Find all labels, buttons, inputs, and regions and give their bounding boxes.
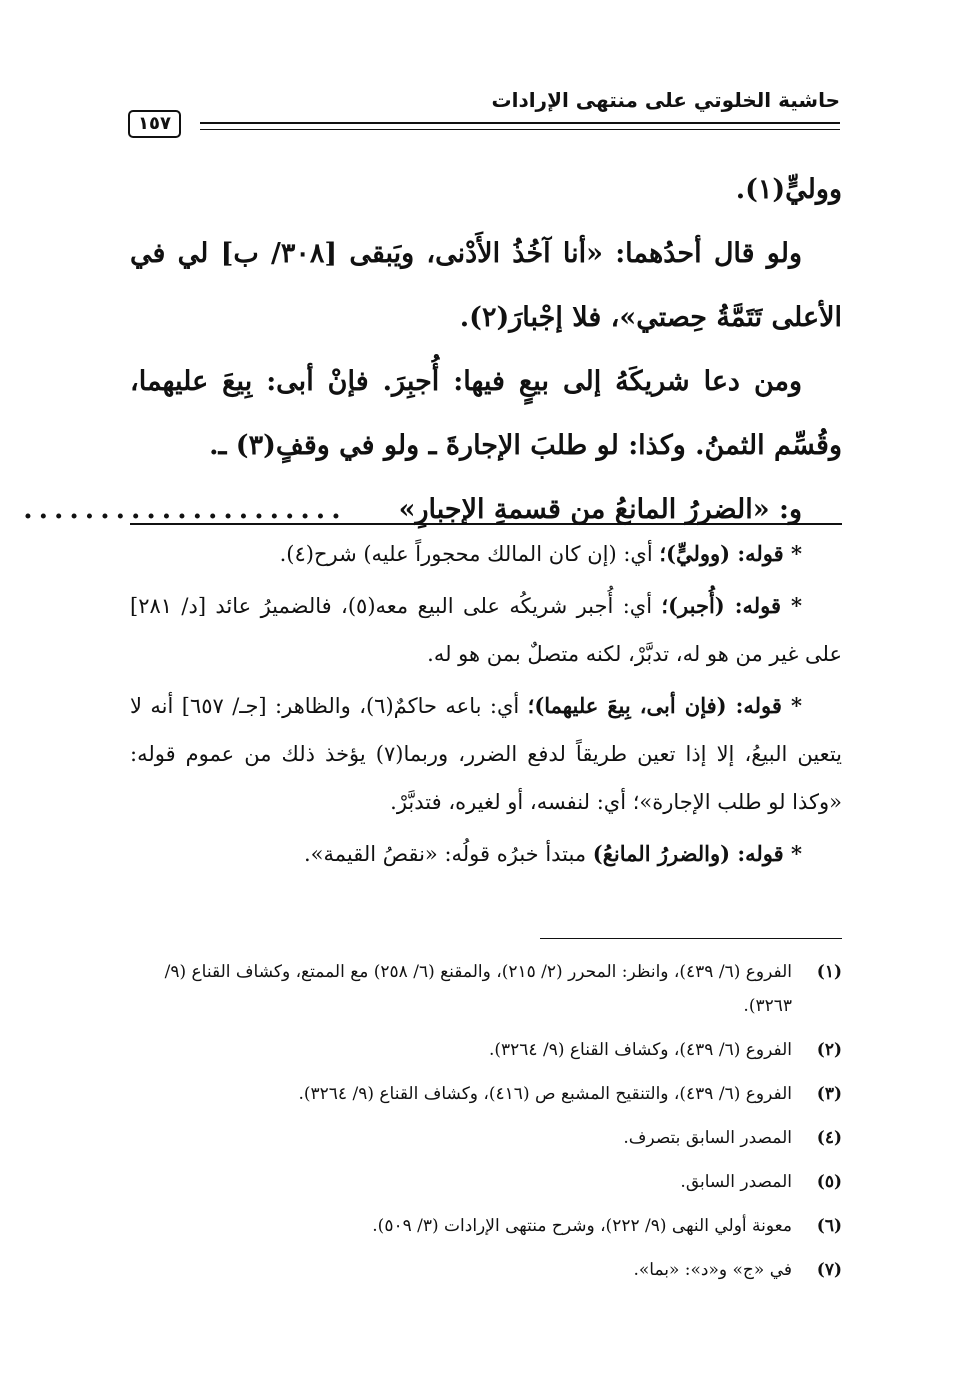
commentary-paragraph xyxy=(130,582,842,678)
footnote-text: المصدر السابق بتصرف. xyxy=(623,1128,792,1148)
page-number: ١٥٧ xyxy=(128,110,181,138)
leader-dots: ..................... xyxy=(23,494,347,525)
footnote-item xyxy=(130,1077,842,1111)
footnote-number: (١) xyxy=(816,962,842,982)
footnote-number: (٣) xyxy=(816,1084,842,1104)
commentary-lemma: * قوله: (فإن أبى، بِيعَ عليهما)؛ xyxy=(527,693,802,718)
footnote-text: في «ج» و«د»: «بما». xyxy=(633,1260,792,1280)
footnote-item xyxy=(130,1033,842,1067)
footnote-number: (٦) xyxy=(816,1216,842,1236)
footnote-text: معونة أولي النهى (٩/ ٢٢٢)، وشرح منتهى الإرادات (٣/ ٥٠٩). xyxy=(372,1216,792,1236)
footnote-item xyxy=(130,1121,842,1155)
main-text xyxy=(23,158,842,542)
footnote-separator xyxy=(540,938,842,939)
footnote-text: الفروع (٦/ ٤٣٩)، وكشاف القناع (٩/ ٣٢٦٤). xyxy=(488,1040,792,1060)
footnote-item xyxy=(130,1209,842,1243)
footnote-item xyxy=(130,955,842,1023)
footnote-number: (٧) xyxy=(816,1260,842,1280)
running-title: حاشية الخلوتي على منتهى الإرادات xyxy=(491,88,840,112)
main-text-divider xyxy=(130,523,842,525)
main-paragraph: ومن دعا شريكَهُ إلى بيعٍ فيها: أُجبِرَ. فإنْ أبى: بِيعَ عليهما، وقُسِّم الثمنُ. وكذا: لو طلبَ الإجارةَ ـ ولو في وقفٍ(٣) ـ. xyxy=(130,366,842,461)
footnotes-list xyxy=(130,955,842,1297)
commentary-paragraph xyxy=(130,682,842,826)
footnote-number: (٥) xyxy=(816,1172,842,1192)
commentary-text: مبتدأ خبرُه قولُه: «نقصُ القيمة». xyxy=(303,842,587,866)
commentary-lemma: * قوله: (أُجبر)؛ xyxy=(661,593,802,618)
main-last-line-text: و: «الضررُ المانعُ من قسمةِ الإجبارِ» xyxy=(398,494,802,525)
header-double-rule xyxy=(200,122,840,130)
commentary-text: أي: باعه حاكمٌ(٦)، والظاهر: [جـ/ ٦٥٧] أنه لا يتعين البيعُ، إلا إذا تعين طريقاً لدفع الضرر، وربما(٧) يؤخذ ذلك من عموم قوله: «وكذا لو طلب الإجارة»؛ أي: لنفسه، أو لغيره، فتدبَّرْ. xyxy=(130,694,842,814)
footnote-number: (٢) xyxy=(816,1040,842,1060)
footnote-text: الفروع (٦/ ٤٣٩)، وانظر: المحرر (٢/ ٢١٥)، والمقنع (٦/ ٢٥٨) مع الممتع، وكشاف القناع (٩/ ٣٢٦٣). xyxy=(164,962,792,1016)
commentary-section xyxy=(130,530,842,882)
commentary-paragraph xyxy=(130,530,842,578)
footnote-text: المصدر السابق. xyxy=(680,1172,792,1192)
commentary-paragraph xyxy=(130,830,842,878)
footnote-item xyxy=(130,1165,842,1199)
main-paragraph: ولو قال أحدُهما: «أنا آخُذُ الأَدْنى، ويَبقى [٣٠٨/ ب] لي في الأعلى تَتَمَّةُ حِصتي»، فلا إجْبارَ(٢). xyxy=(130,238,842,333)
commentary-text: أي: أُجبر شريكُه على البيع معه(٥)، فالضميرُ عائد [د/ ٢٨١] على غير من هو له، تدبَّرْ، لكنه متصلٌ بمن هو له. xyxy=(130,594,842,666)
footnote-number: (٤) xyxy=(816,1128,842,1148)
commentary-text: أي: (إن كان المالك محجوراً عليه) شرح(٤). xyxy=(279,542,653,566)
footnote-item xyxy=(130,1253,842,1287)
footnote-text: الفروع (٦/ ٤٣٩)، والتنقيح المشبع ص (٤١٦)، وكشاف القناع (٩/ ٣٢٦٤). xyxy=(298,1084,792,1104)
commentary-lemma: * قوله: (ووليٍّ)؛ xyxy=(659,541,802,566)
main-paragraph: ووليٍّ(١). xyxy=(735,174,842,205)
page-header xyxy=(128,88,840,138)
commentary-lemma: * قوله: (والضررُ المانعُ) xyxy=(592,841,802,866)
